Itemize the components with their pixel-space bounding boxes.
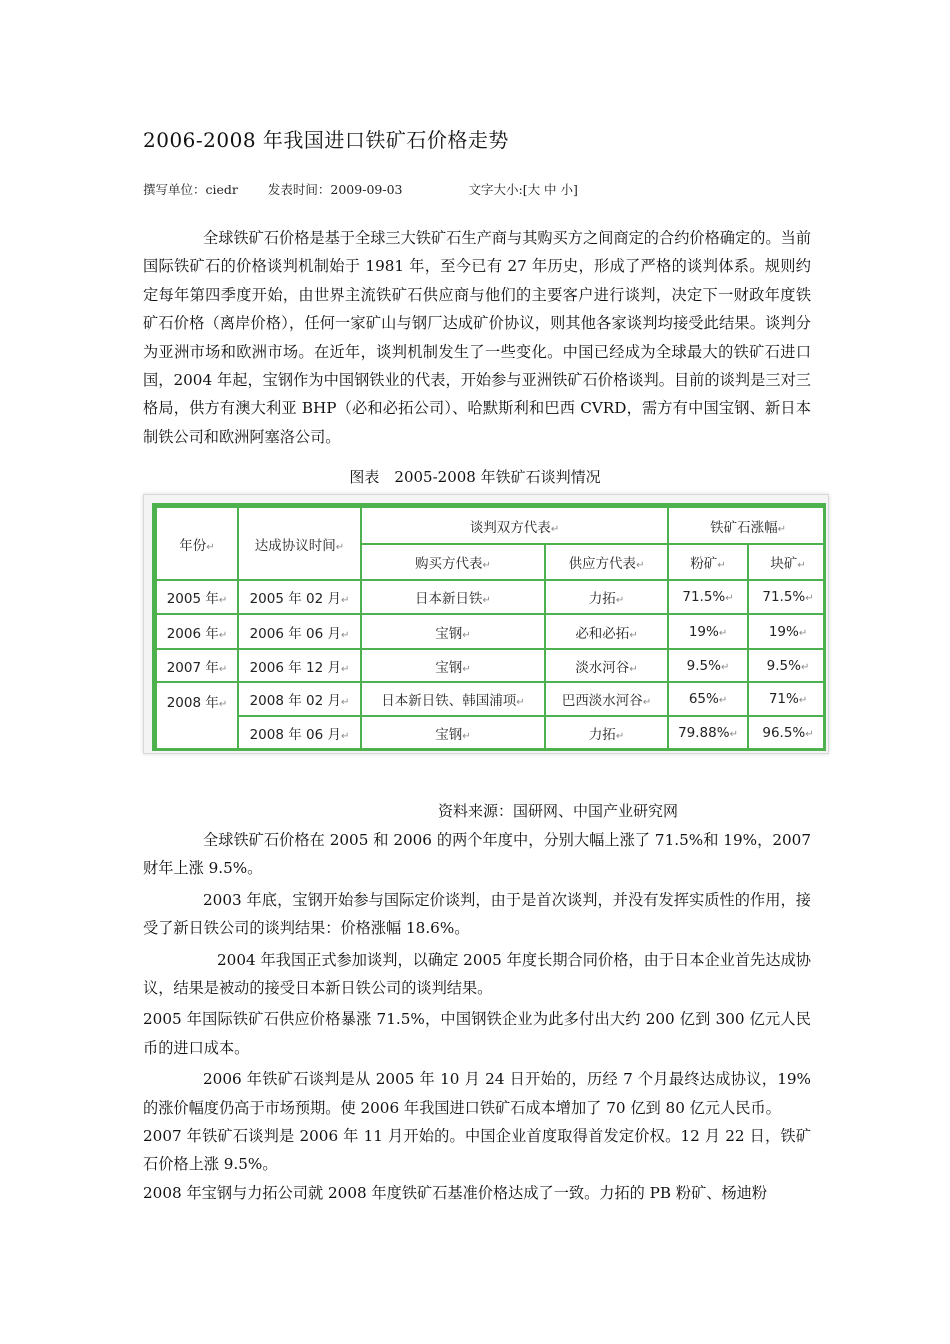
date-value: 2009-09-03 xyxy=(330,182,403,197)
cell-fines: 65%↵ xyxy=(668,682,748,716)
header-supplier: 供应方代表↵ xyxy=(545,544,668,580)
paragraph: 全球铁矿石价格在 2005 和 2006 的两个年度中，分别大幅上涨了 71.5%和 19%，2007 财年上涨 9.5%。 xyxy=(143,831,811,878)
analysis-section xyxy=(143,826,811,1207)
cell-date: 2005 年 02 月↵ xyxy=(238,580,361,614)
paragraph: 2008 年宝钢与力拓公司就 2008 年度铁矿石基准价格达成了一致。力拓的 PB 粉矿、杨迪粉 xyxy=(143,1183,768,1202)
header-parties: 谈判双方代表↵ xyxy=(361,507,668,544)
cell-lump: 96.5%↵ xyxy=(748,716,826,749)
figure-caption: 图表 2005-2008 年铁矿石谈判情况 xyxy=(349,468,601,486)
author-label: 撰写单位： xyxy=(143,182,206,197)
negotiation-table xyxy=(155,506,826,750)
cell-lump: 71.5%↵ xyxy=(748,580,826,614)
cell-supplier: 必和必拓↵ xyxy=(545,614,668,649)
cell-buyer: 宝钢↵ xyxy=(361,716,545,749)
cell-lump: 9.5%↵ xyxy=(748,649,826,682)
source-note: 资料来源：国研网、中国产业研究网 xyxy=(438,802,679,820)
cell-fines: 9.5%↵ xyxy=(668,649,748,682)
table-row xyxy=(156,682,826,716)
cell-year: 2005 年↵ xyxy=(156,580,238,614)
paragraph: 2003 年底，宝钢开始参与国际定价谈判，由于是首次谈判，并没有发挥实质性的作用，接受了新日铁公司的谈判结果：价格涨幅 18.6%。 xyxy=(143,890,811,938)
cell-fines: 79.88%↵ xyxy=(668,716,748,749)
header-lump: 块矿↵ xyxy=(748,544,826,580)
cell-supplier: 巴西淡水河谷↵ xyxy=(545,682,668,716)
date-label: 发表时间： xyxy=(267,182,331,197)
table-row xyxy=(156,649,826,682)
paragraph: 2004 年我国正式参加谈判，以确定 2005 年度长期合同价格，由于日本企业首先达成协议，结果是被动的接受日本新日铁公司的谈判结果。 xyxy=(143,950,811,998)
cell-date: 2008 年 06 月↵ xyxy=(238,716,361,749)
header-date: 达成协议时间↵ xyxy=(238,507,361,580)
cell-buyer: 宝钢↵ xyxy=(361,649,545,682)
table-row xyxy=(156,614,826,649)
author-value: ciedr xyxy=(205,182,238,197)
header-year: 年份↵ xyxy=(156,507,238,580)
cell-year: 2008 年↵ xyxy=(156,682,238,749)
cell-date: 2006 年 12 月↵ xyxy=(238,649,361,682)
cell-supplier: 淡水河谷↵ xyxy=(545,649,668,682)
header-fines: 粉矿↵ xyxy=(668,544,748,580)
cell-supplier: 力拓↵ xyxy=(545,580,668,614)
cell-supplier: 力拓↵ xyxy=(545,716,668,749)
cell-date: 2008 年 02 月↵ xyxy=(238,682,361,716)
intro-paragraph: 全球铁矿石价格是基于全球三大铁矿石生产商与其购买方之间商定的合约价格确定的。当前国际铁矿石的价格谈判机制始于 1981 年，至今已有 27 年历史，形成了严格的谈判体系。规则约定每年第四季度开始，由世界主流铁矿石供应商与他们的主要客户进行谈判，决定下一财政年度铁矿石价格（离岸价格），任何一家矿山与钢厂达成矿价协议，则其他各家谈判均接受此结果。谈判分为亚洲市场和欧洲市场。在近年，谈判机制发生了一些变化。中国已经成为全球最大的铁矿石进口国，2004 年起，宝钢作为中国钢铁业的代表，开始参与亚洲铁矿石价格谈判。目前的谈判是三对三格局，供方有澳大利亚 BHP（必和必拓公司）、哈默斯利和巴西 CVRD，需方有中国宝钢、新日本制铁公司和欧洲阿塞洛公司。 xyxy=(143,229,811,446)
cell-fines: 71.5%↵ xyxy=(668,580,748,614)
table-row xyxy=(156,716,826,749)
intro-section xyxy=(143,224,811,451)
font-size-control[interactable]: 文字大小:[大 中 小] xyxy=(468,182,578,197)
cell-lump: 19%↵ xyxy=(748,614,826,649)
cell-fines: 19%↵ xyxy=(668,614,748,649)
cell-lump: 71%↵ xyxy=(748,682,826,716)
cell-buyer: 日本新日铁↵ xyxy=(361,580,545,614)
cell-year: 2006 年↵ xyxy=(156,614,238,649)
cell-buyer: 宝钢↵ xyxy=(361,614,545,649)
header-rise: 铁矿石涨幅↵ xyxy=(668,507,826,544)
table-frame xyxy=(152,503,826,751)
table-row xyxy=(156,580,826,614)
cell-date: 2006 年 06 月↵ xyxy=(238,614,361,649)
paragraph: 2006 年铁矿石谈判是从 2005 年 10 月 24 日开始的，历经 7 个月最终达成协议，19%的涨价幅度仍高于市场预期。使 2006 年我国进口铁矿石成本增加了 70 亿到 80 亿元人民币。 xyxy=(143,1070,811,1117)
header-buyer: 购买方代表↵ xyxy=(361,544,545,580)
cell-buyer: 日本新日铁、韩国浦项↵ xyxy=(361,682,545,716)
paragraph: 2007 年铁矿石谈判是 2006 年 11 月开始的。中国企业首度取得首发定价权。12 月 22 日，铁矿石价格上涨 9.5%。 xyxy=(143,1127,811,1174)
article-title: 2006-2008 年我国进口铁矿石价格走势 xyxy=(143,128,509,152)
cell-year: 2007 年↵ xyxy=(156,649,238,682)
table-figure xyxy=(143,494,829,754)
article-meta xyxy=(143,180,578,198)
paragraph: 2005 年国际铁矿石供应价格暴涨 71.5%，中国钢铁企业为此多付出大约 200 亿到 300 亿元人民币的进口成本。 xyxy=(143,1010,811,1057)
